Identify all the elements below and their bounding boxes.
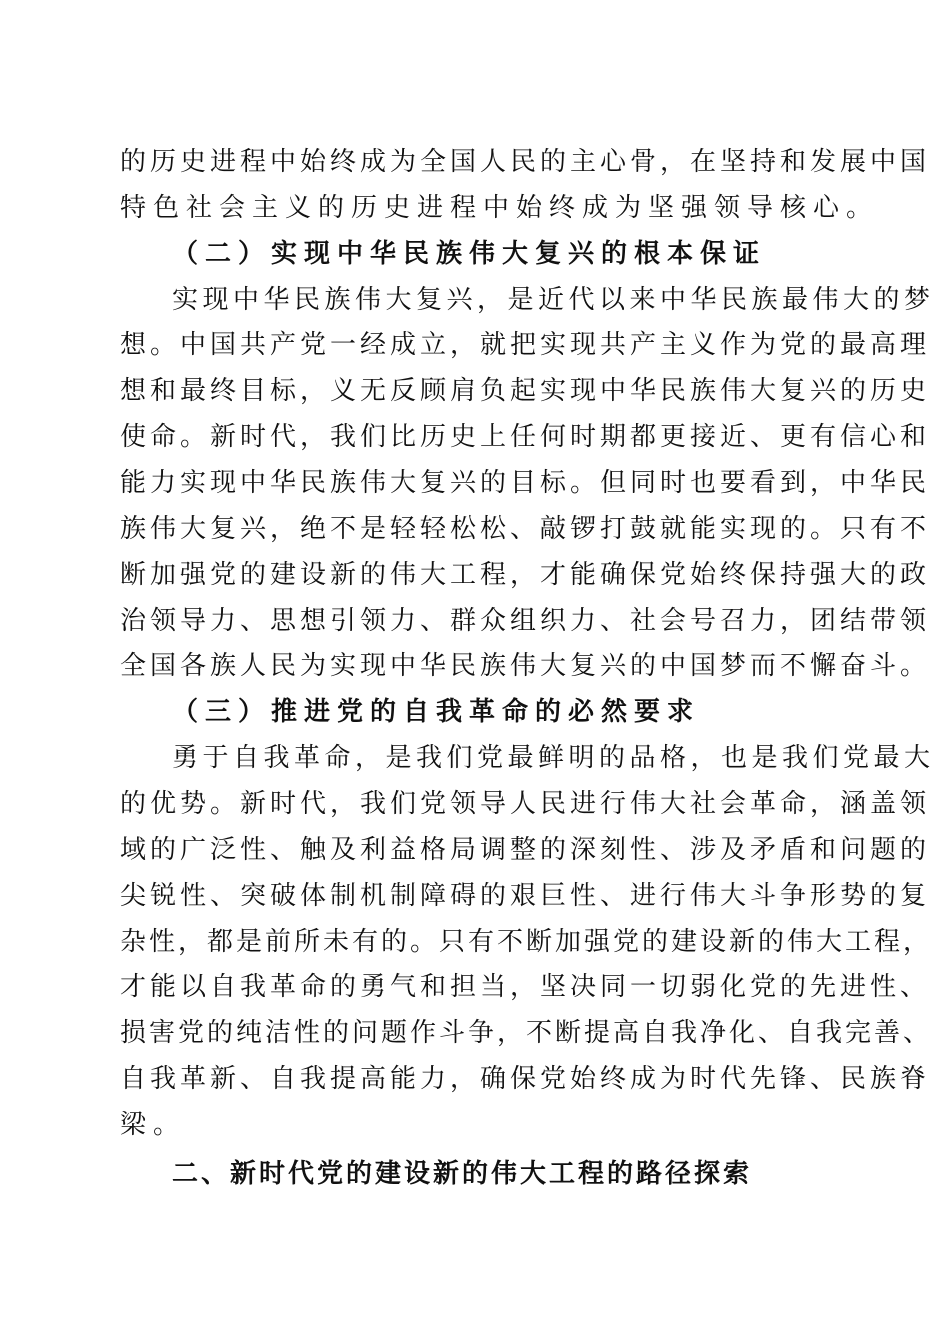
- paragraph-line: 杂性，都是前所未有的。只有不断加强党的建设新的伟大工程，: [120, 927, 933, 957]
- paragraph-line: 想。中国共产党一经成立，就把实现共产主义作为党的最高理: [120, 330, 931, 360]
- paragraph-line: 的历史进程中始终成为全国人民的主心骨，在坚持和发展中国: [120, 147, 931, 177]
- paragraph-line: 梁。: [120, 1110, 187, 1140]
- paragraph-line: 的优势。新时代，我们党领导人民进行伟大社会革命，涵盖领: [120, 789, 931, 819]
- paragraph-line: 域的广泛性、触及利益格局调整的深刻性、涉及矛盾和问题的: [120, 835, 931, 865]
- paragraph-line: 治领导力、思想引领力、群众组织力、社会号召力，团结带领: [120, 606, 931, 636]
- paragraph-line: 勇于自我革命，是我们党最鲜明的品格，也是我们党最大: [172, 743, 935, 773]
- section-heading-2: （二）实现中华民族伟大复兴的根本保证: [172, 239, 767, 269]
- paragraph-line: 实现中华民族伟大复兴，是近代以来中华民族最伟大的梦: [172, 285, 935, 315]
- paragraph-line: 能力实现中华民族伟大复兴的目标。但同时也要看到，中华民: [120, 468, 931, 498]
- part-two-heading: 二、新时代党的建设新的伟大工程的路径探索: [172, 1159, 753, 1189]
- paragraph-line: 全国各族人民为实现中华民族伟大复兴的中国梦而不懈奋斗。: [120, 651, 931, 681]
- paragraph-line: 自我革新、自我提高能力，确保党始终成为时代先锋、民族脊: [120, 1064, 931, 1094]
- paragraph-line: 想和最终目标，义无反顾肩负起实现中华民族伟大复兴的历史: [120, 376, 931, 406]
- paragraph-line: 损害党的纯洁性的问题作斗争，不断提高自我净化、自我完善、: [120, 1018, 933, 1048]
- paragraph-line: 尖锐性、突破体制机制障碍的艰巨性、进行伟大斗争形势的复: [120, 881, 931, 911]
- section-heading-3: （三）推进党的自我革命的必然要求: [172, 697, 701, 727]
- paragraph-line: 断加强党的建设新的伟大工程，才能确保党始终保持强大的政: [120, 560, 931, 590]
- paragraph-line: 特色社会主义的历史进程中始终成为坚强领导核心。: [120, 193, 880, 223]
- paragraph-line: 才能以自我革命的勇气和担当，坚决同一切弱化党的先进性、: [120, 972, 931, 1002]
- paragraph-line: 族伟大复兴，绝不是轻轻松松、敲锣打鼓就能实现的。只有不: [120, 514, 931, 544]
- paragraph-line: 使命。新时代，我们比历史上任何时期都更接近、更有信心和: [120, 422, 931, 452]
